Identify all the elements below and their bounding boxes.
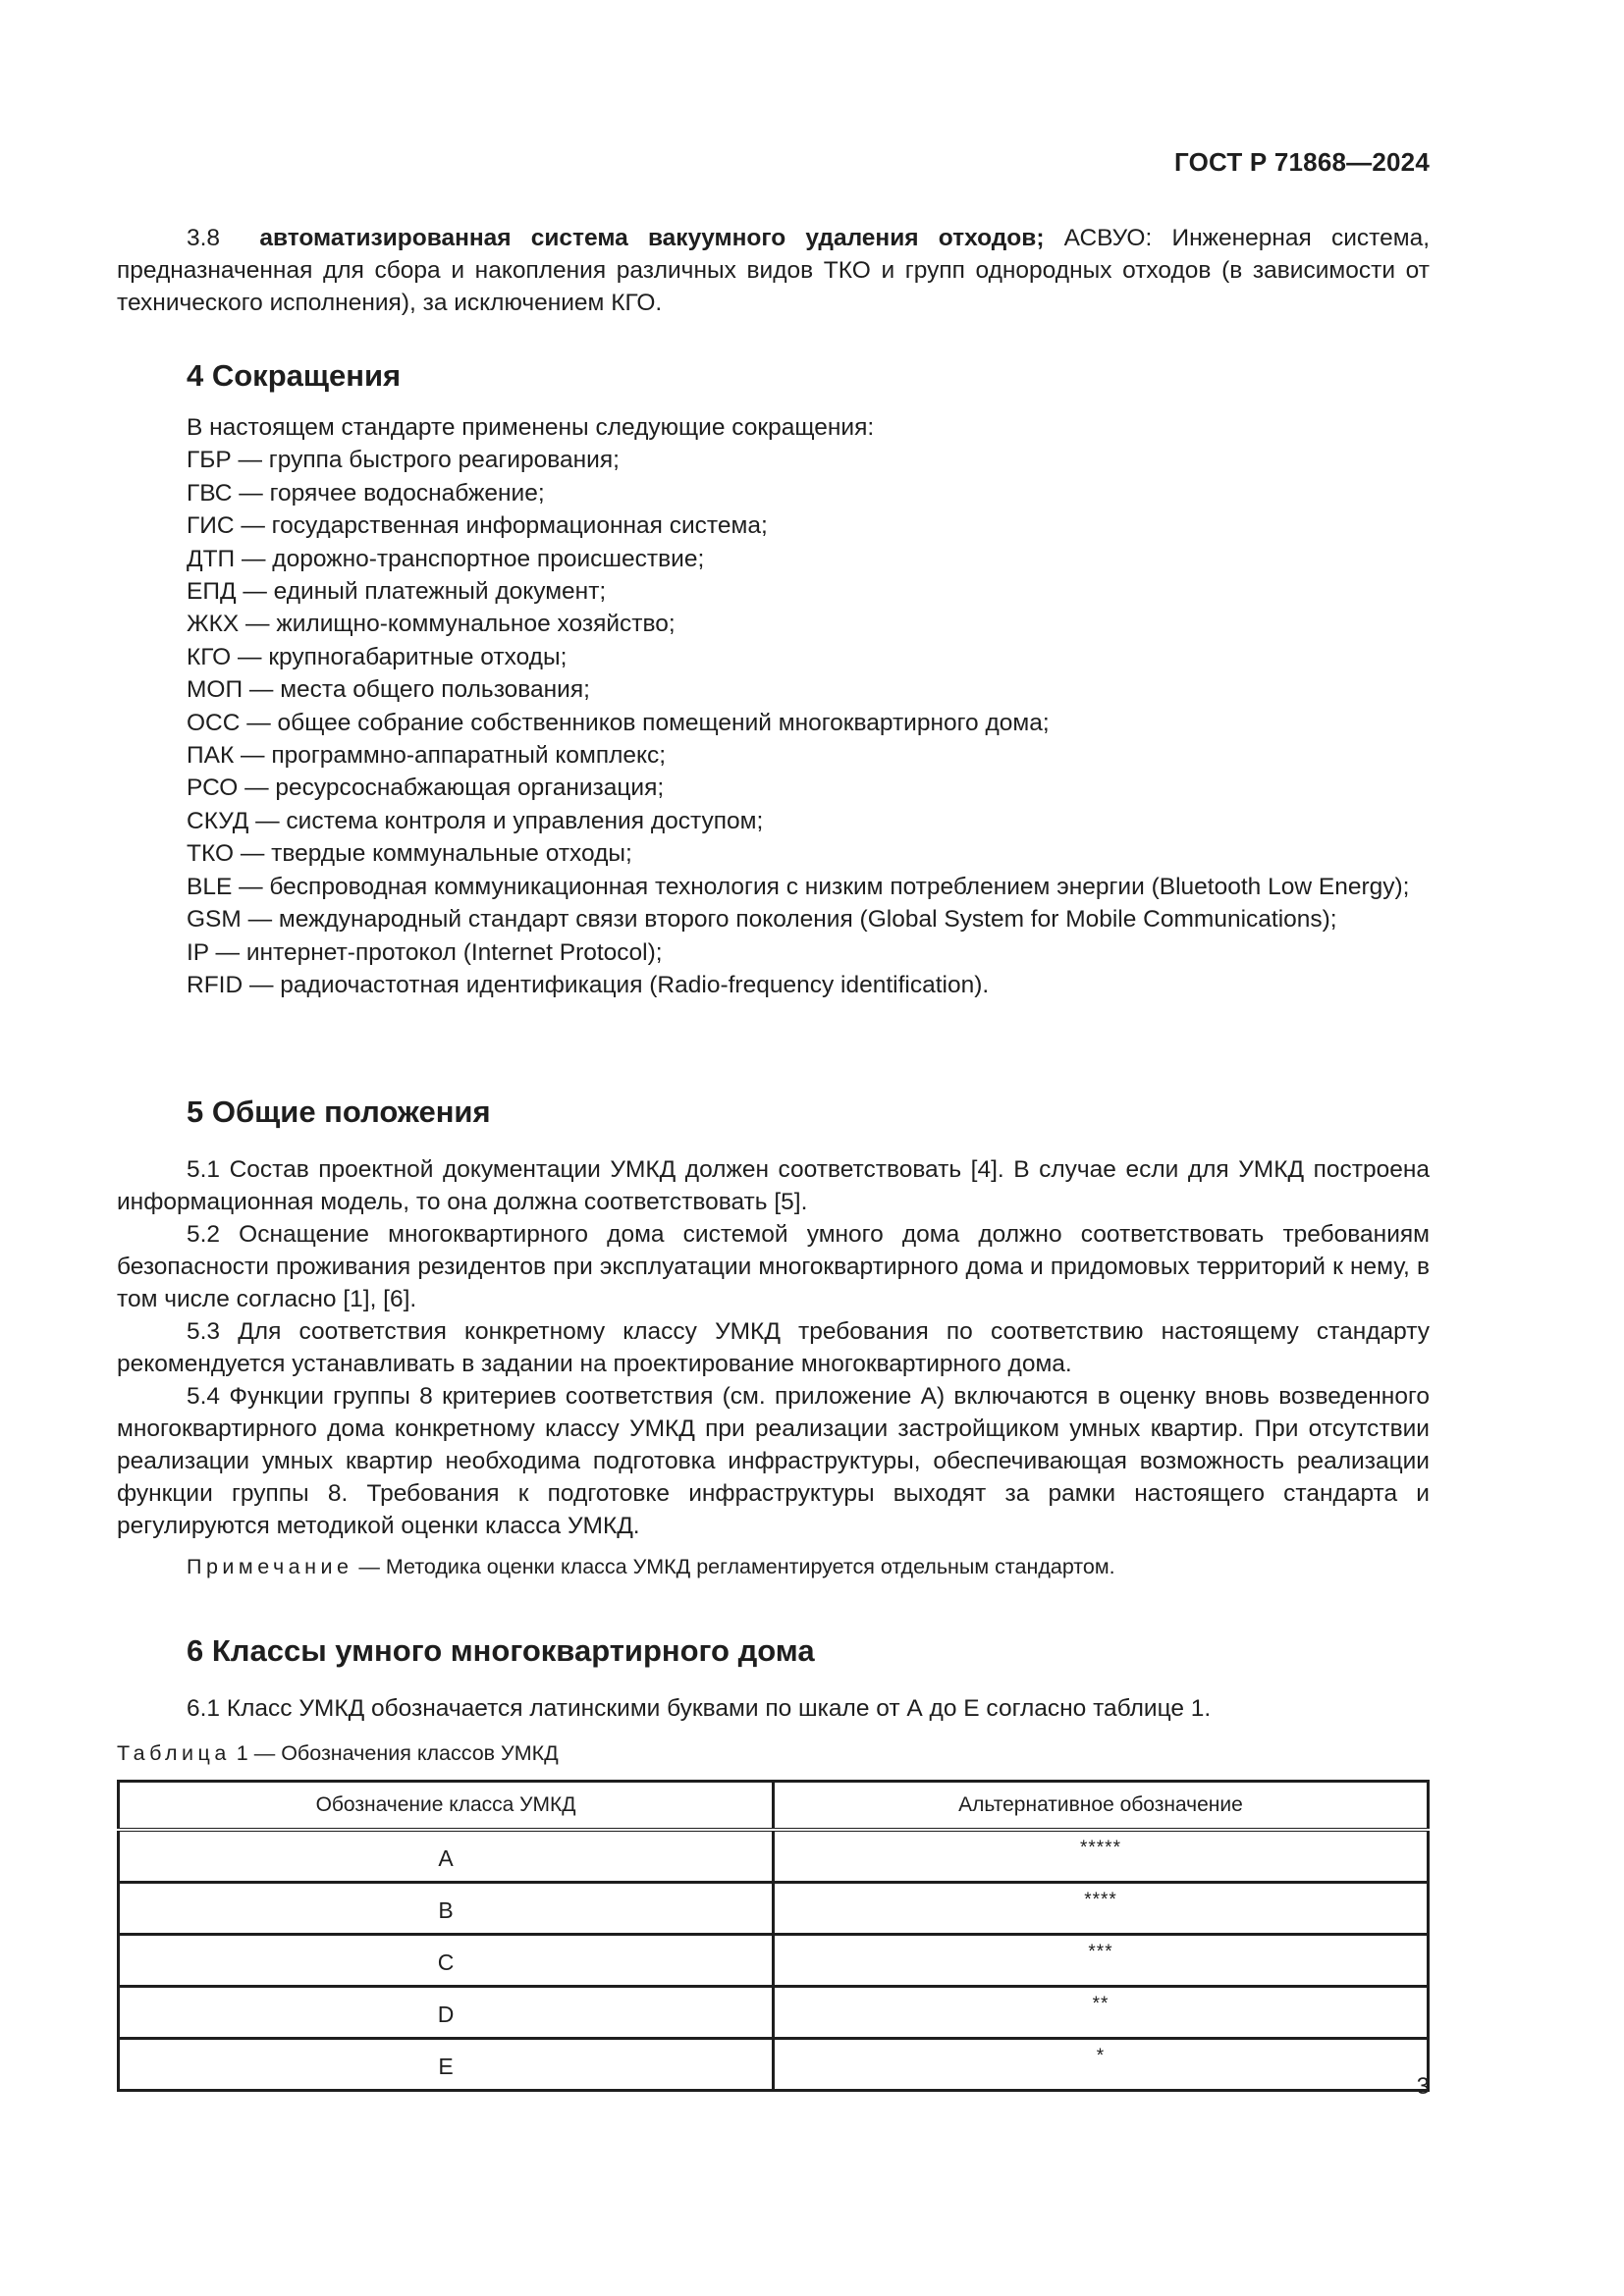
- note-text: — Методика оценки класса УМКД регламентируется отдельным стандартом.: [352, 1555, 1115, 1578]
- table-header-cell: Обозначение класса УМКД: [119, 1782, 774, 1831]
- clause-abbr: АСВУО:: [1063, 225, 1153, 251]
- table-header-row: [119, 1782, 1429, 1831]
- stars-cell: **: [774, 1987, 1429, 2039]
- paragraph-6-1: 6.1 Класс УМКД обозначается латинскими буквами по шкале от А до Е согласно таблице 1.: [187, 1695, 1212, 1722]
- abbr-item: ЕПД — единый платежный документ;: [187, 578, 607, 606]
- abbr-item: BLE — беспроводная коммуникационная технология с низким потреблением энергии (Bluetooth Low Energy);: [187, 873, 1410, 900]
- clause-3-8: [117, 222, 1430, 319]
- document-code-header: ГОСТ Р 71868—2024: [1174, 147, 1430, 177]
- classes-table: [117, 1780, 1430, 2092]
- note: [117, 1552, 1430, 1581]
- stars-cell: ***: [774, 1935, 1429, 1987]
- table-header-cell: Альтернативное обозначение: [774, 1782, 1429, 1831]
- paragraph-5-4: 5.4 Функции группы 8 критериев соответствия (см. приложение А) включаются в оценку вновь возведенного многоквартирного дома конкретному классу УМКД при реализации застройщиком умных квартир. При отсутствии реализации умных квартир необходима подготовка инфраструктуры, обеспечивающая возможность реализации функции группы 8. Требования к подготовке инфраструктуры выходят за рамки настоящего стандарта и регулируются методикой оценки класса УМКД.: [117, 1383, 1430, 1539]
- abbr-item: GSM — международный стандарт связи второго поколения (Global System for Mobile Communications);: [187, 906, 1337, 934]
- abbr-item: ТКО — твердые коммунальные отходы;: [187, 840, 632, 868]
- table-caption-text: 1 — Обозначения классов УМКД: [230, 1741, 559, 1765]
- page-number: 3: [1416, 2073, 1430, 2100]
- table-caption: [117, 1738, 1430, 1768]
- table-row: [119, 2039, 1429, 2091]
- abbr-item: ОСС — общее собрание собственников помещений многоквартирного дома;: [187, 709, 1050, 736]
- abbr-item: RFID — радиочастотная идентификация (Radio-frequency identification).: [187, 971, 990, 998]
- abbr-item: ГБР — группа быстрого реагирования;: [187, 447, 620, 474]
- paragraph-5-1: 5.1 Состав проектной документации УМКД должен соответствовать [4]. В случае если для УМКД построена информационная модель, то она должна соответствовать [5].: [117, 1156, 1430, 1215]
- abbr-item: ЖКХ — жилищно-коммунальное хозяйство;: [187, 611, 676, 638]
- clause-term: автоматизированная система вакуумного удаления отходов;: [259, 225, 1045, 251]
- clause-definition: Инженерная система, предназначенная для сбора и накопления различных видов ТКО и групп однородных отходов (в зависимости от технического исполнения), за исключением КГО.: [117, 225, 1430, 316]
- section-heading: 5 Общие положения: [187, 1095, 491, 1129]
- abbr-item: ГВС — горячее водоснабжение;: [187, 479, 545, 507]
- stars-cell: ****: [774, 1883, 1429, 1935]
- abbr-item: МОП — места общего пользования;: [187, 676, 590, 704]
- section-heading: 4 Сокращения: [187, 358, 402, 393]
- table-caption-label: Таблица: [117, 1741, 231, 1765]
- abbr-item: КГО — крупногабаритные отходы;: [187, 643, 568, 670]
- class-cell: C: [119, 1935, 774, 1987]
- abbr-item: РСО — ресурсоснабжающая организация;: [187, 774, 665, 802]
- section-4: [117, 356, 1430, 1001]
- class-cell: B: [119, 1883, 774, 1935]
- stars-cell: *: [774, 2039, 1429, 2091]
- table-row: [119, 1935, 1429, 1987]
- abbr-item: ГИС — государственная информационная система;: [187, 512, 768, 540]
- class-cell: E: [119, 2039, 774, 2091]
- stars-cell: *****: [774, 1830, 1429, 1883]
- abbr-item: ДТП — дорожно-транспортное происшествие;: [187, 545, 705, 572]
- table-row: [119, 1987, 1429, 2039]
- note-label: Примечание: [187, 1555, 353, 1578]
- abbr-item: IP — интернет-протокол (Internet Protocol);: [187, 938, 663, 966]
- table-row: [119, 1830, 1429, 1883]
- section-intro: В настоящем стандарте применены следующие сокращения:: [187, 414, 875, 441]
- abbr-item: ПАК — программно-аппаратный комплекс;: [187, 742, 667, 770]
- clause-number: 3.8: [187, 225, 221, 251]
- section-5: [117, 1093, 1430, 1581]
- paragraph-5-2: 5.2 Оснащение многоквартирного дома системой умного дома должно соответствовать требованиям безопасности проживания резидентов при эксплуатации многоквартирного дома и придомовых территорий к нему, в том числе согласно [1], [6].: [117, 1221, 1430, 1312]
- section-heading: 6 Классы умного многоквартирного дома: [187, 1633, 815, 1668]
- abbr-item: СКУД — система контроля и управления доступом;: [187, 807, 764, 834]
- class-cell: D: [119, 1987, 774, 2039]
- section-6: [117, 1631, 1430, 2092]
- table-row: [119, 1883, 1429, 1935]
- class-cell: A: [119, 1830, 774, 1883]
- paragraph-5-3: 5.3 Для соответствия конкретному классу УМКД требования по соответствию настоящему стандарту рекомендуется устанавливать в задании на проектирование многоквартирного дома.: [117, 1318, 1430, 1377]
